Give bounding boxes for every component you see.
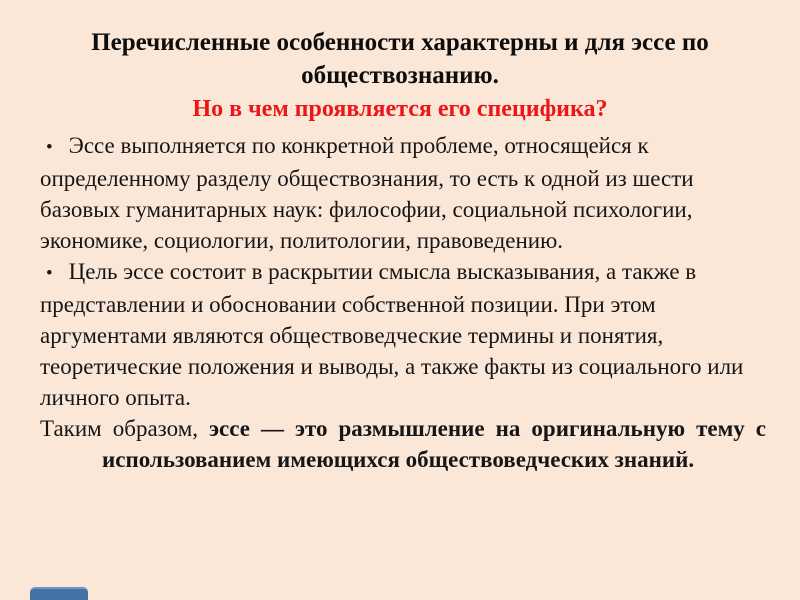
- bullet-icon: •: [46, 137, 53, 158]
- conclusion-paragraph: [40, 413, 766, 475]
- bullet-text: Цель эссе состоит в раскрытии смысла высказывания, а также в представлении и обосновании собственной позиции. При этом аргументами являются обществоведческие термины и понятия, теоретические положения и выводы, а также факты из социального или личного опыта.: [40, 259, 744, 410]
- bullet-item-essay-goal: [40, 256, 766, 413]
- bullet-icon: •: [46, 263, 53, 284]
- conclusion-lead-text: Таким образом,: [40, 416, 210, 441]
- slide-subtitle-question: Но в чем проявляется его специфика?: [192, 96, 608, 122]
- bullet-text: Эссе выполняется по конкретной проблеме, относящейся к определенному разделу обществознания, то есть к одной из шести базовых гуманитарных наук: философии, социальной психологии, экономике, социологии, политологии, правоведению.: [40, 133, 694, 253]
- slide-title: Перечисленные особенности характерны и для эссе по обществознанию.: [91, 29, 709, 89]
- bullet-item-essay-problem: [40, 130, 766, 256]
- slide-body: [40, 130, 766, 475]
- corner-decoration-bar: [30, 587, 88, 600]
- conclusion-emphasis-text: эссе — это размышление на оригинальную тему с использованием имеющихся обществоведческих знаний.: [102, 416, 767, 472]
